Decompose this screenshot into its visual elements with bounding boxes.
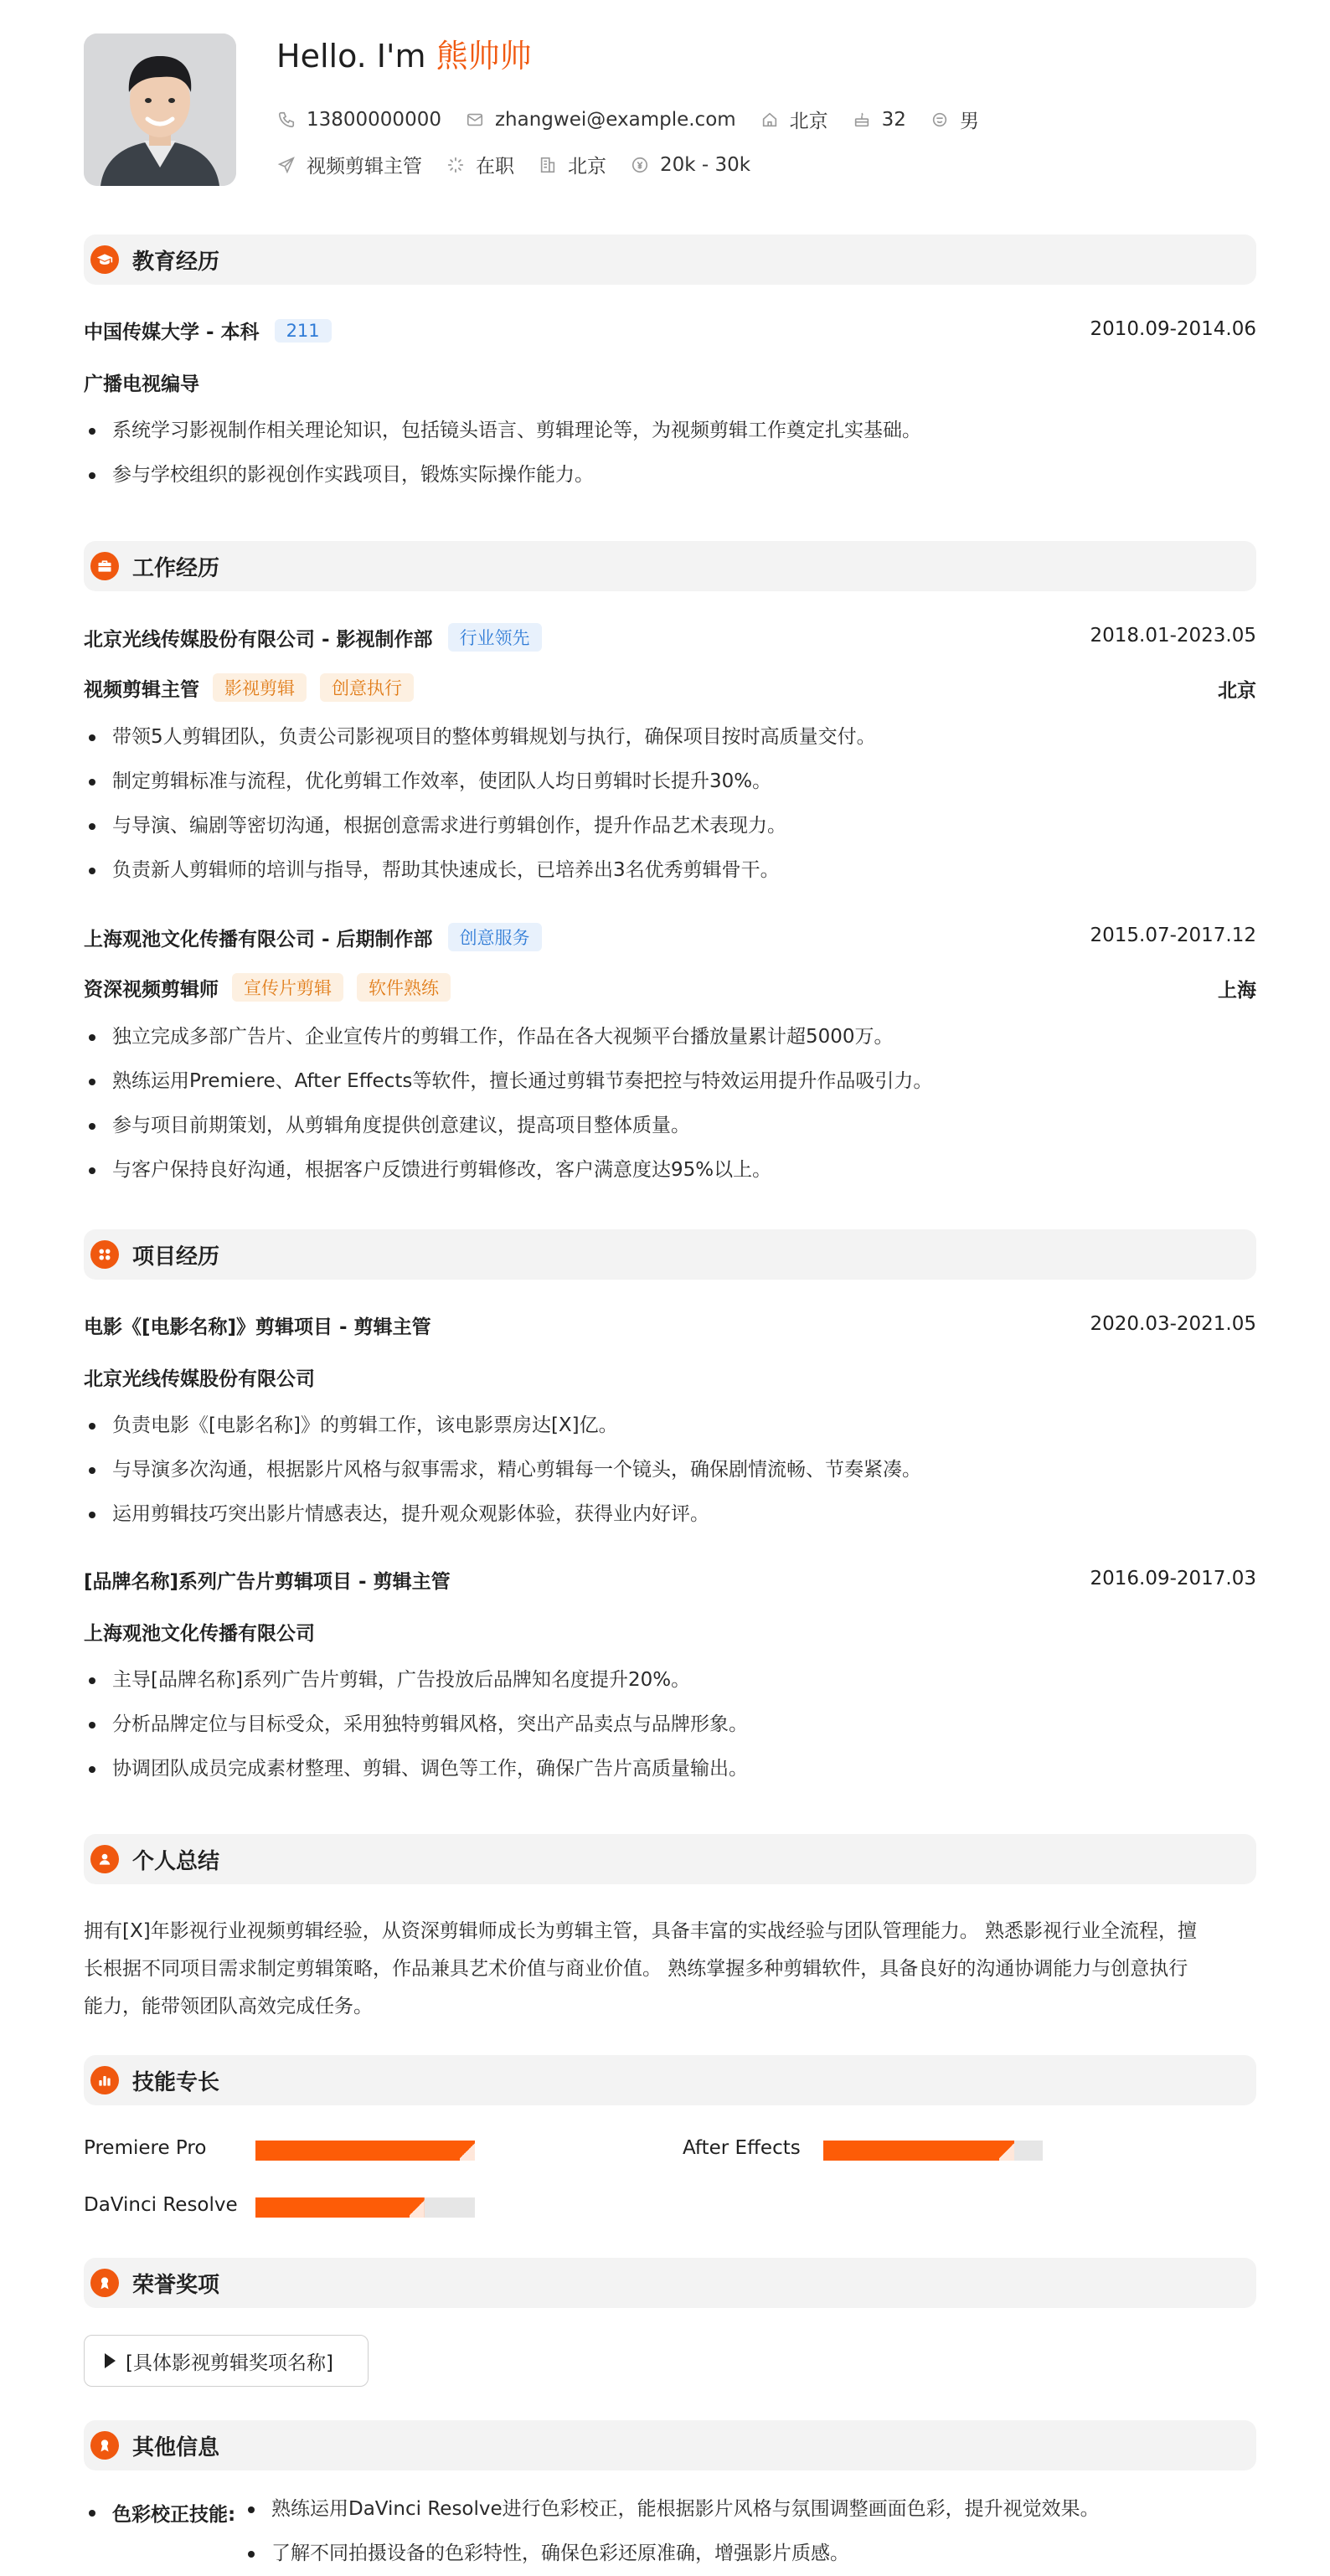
summary-text	[84, 1913, 1256, 2026]
section-other	[84, 2420, 1256, 2470]
skill-fill	[255, 2197, 425, 2218]
gender-item	[930, 106, 979, 133]
job-date: 2015.07-2017.12	[1090, 925, 1256, 946]
other-key: 色彩校正技能:	[84, 2499, 235, 2527]
list-item: 负责电影《[电影名称]》的剪辑工作，该电影票房达[X]亿。	[84, 1404, 1256, 1448]
skill-fill	[823, 2141, 1014, 2161]
salary-item	[630, 154, 750, 176]
job-location: 上海	[1218, 980, 1256, 1002]
skill-name: Premiere Pro	[84, 2137, 207, 2159]
award-icon	[90, 2431, 119, 2460]
role-text: 资深视频剪辑师	[84, 978, 219, 1001]
list-item: 熟练运用DaVinci Resolve进行色彩校正，能根据影片风格与氛围调整画面色彩，提升视觉效果。	[243, 2487, 1100, 2532]
section-title: 其他信息	[132, 2434, 220, 2460]
project-bullets	[84, 1404, 1256, 1537]
section-title: 技能专长	[132, 2069, 220, 2095]
award-icon	[90, 2269, 119, 2297]
cake-icon	[852, 110, 872, 130]
list-item: 参与学校组织的影视创作实践项目，锻炼实际操作能力。	[84, 453, 1256, 497]
email-text: zhangwei@example.com	[494, 108, 736, 131]
skill-bar	[255, 2141, 475, 2161]
phone-icon	[276, 110, 296, 130]
role-tag: 创意执行	[320, 673, 414, 702]
person-icon	[930, 110, 950, 130]
school-tag: 211	[275, 319, 332, 343]
summary-line: 能力，能带领团队高效完成任务。	[84, 1996, 373, 2017]
list-item: 参与项目前期策划，从剪辑角度提供创意建议，提高项目整体质量。	[84, 1104, 1256, 1148]
briefcase-icon	[90, 552, 119, 580]
project-org: 上海观池文化传播有限公司	[84, 1623, 315, 1645]
list-item: 协调团队成员完成素材整理、剪辑、调色等工作，确保广告片高质量输出。	[84, 1747, 1256, 1791]
section-education	[84, 234, 1256, 285]
list-item: 了解不同拍摄设备的色彩特性，确保色彩还原准确，增强影片质感。	[243, 2532, 1100, 2576]
section-work	[84, 541, 1256, 591]
position-item	[276, 151, 422, 178]
section-awards	[84, 2258, 1256, 2308]
skill-name: After Effects	[683, 2137, 801, 2159]
major-name: 广播电视编导	[84, 374, 199, 395]
project-name: 电影《[电影名称]》剪辑项目 - 剪辑主管	[84, 1316, 431, 1338]
summary-line: 长根据不同项目需求制定剪辑策略，作品兼具艺术价值与商业价值。 熟练掌握多种剪辑软件，具备良好的沟通协调能力与创意执行	[84, 1958, 1188, 1980]
project-name: [品牌名称]系列广告片剪辑项目 - 剪辑主管	[84, 1571, 451, 1593]
greeting-text: Hello. I'm	[276, 38, 436, 75]
project-date: 2020.03-2021.05	[1090, 1313, 1256, 1335]
mail-icon	[465, 110, 485, 130]
graduation-cap-icon	[90, 245, 119, 274]
job-role	[84, 973, 451, 1002]
email-item	[465, 109, 736, 131]
list-item: 运用剪辑技巧突出影片情感表达，提升观众观影体验，获得业内好评。	[84, 1492, 1256, 1537]
target-city-text: 北京	[568, 156, 606, 178]
section-title: 项目经历	[132, 1244, 220, 1270]
position-text: 视频剪辑主管	[307, 156, 422, 178]
grid-icon	[90, 1240, 119, 1269]
other-bullets	[243, 2487, 1100, 2576]
bar-chart-icon	[90, 2066, 119, 2094]
company-name	[84, 923, 542, 951]
city-text: 北京	[789, 111, 828, 132]
age-item	[852, 109, 906, 131]
company-text: 上海观池文化传播有限公司 - 后期制作部	[84, 928, 433, 951]
list-item: 与客户保持良好沟通，根据客户反馈进行剪辑修改，客户满意度达95%以上。	[84, 1148, 1256, 1193]
section-projects	[84, 1229, 1256, 1280]
user-icon	[90, 1845, 119, 1873]
phone-text: 13800000000	[307, 108, 441, 131]
phone-item	[276, 109, 441, 131]
section-title: 荣誉奖项	[132, 2272, 220, 2298]
play-arrow-icon	[105, 2353, 116, 2368]
list-item: 主导[品牌名称]系列广告片剪辑，广告投放后品牌知名度提升20%。	[84, 1658, 1256, 1703]
list-item: 熟练运用Premiere、After Effects等软件，擅长通过剪辑节奏把控与特效运用提升作品吸引力。	[84, 1059, 1256, 1104]
job-role	[84, 673, 414, 702]
education-bullets	[84, 409, 1256, 497]
company-tag: 行业领先	[448, 623, 542, 652]
job-location: 北京	[1218, 680, 1256, 702]
skill-bar	[255, 2197, 475, 2218]
home-icon	[760, 110, 780, 130]
job-date: 2018.01-2023.05	[1090, 625, 1256, 647]
status-item	[446, 151, 514, 178]
summary-line: 拥有[X]年影视行业视频剪辑经验，从资深剪辑师成长为剪辑主管，具备丰富的实战经验与团队管理能力。 熟悉影视行业全流程，擅	[84, 1920, 1198, 1942]
section-title: 个人总结	[132, 1848, 220, 1874]
list-item: 制定剪辑标准与流程，优化剪辑工作效率，使团队人均日剪辑时长提升30%。	[84, 760, 1256, 804]
section-title: 教育经历	[132, 249, 220, 275]
list-item: 系统学习影视制作相关理论知识，包括镜头语言、剪辑理论等，为视频剪辑工作奠定扎实基础。	[84, 409, 1256, 453]
send-icon	[276, 155, 296, 175]
list-item: 与导演多次沟通，根据影片风格与叙事需求，精心剪辑每一个镜头，确保剧情流畅、节奏紧凑。	[84, 1448, 1256, 1492]
section-title: 工作经历	[132, 555, 220, 581]
building-icon	[538, 155, 558, 175]
list-item: 负责新人剪辑师的培训与指导，帮助其快速成长，已培养出3名优秀剪辑骨干。	[84, 848, 1256, 893]
money-icon	[630, 155, 650, 175]
school-name	[84, 317, 332, 344]
role-tag: 软件熟练	[357, 973, 451, 1002]
project-date: 2016.09-2017.03	[1090, 1568, 1256, 1589]
candidate-name: 熊帅帅	[436, 38, 532, 75]
section-summary	[84, 1834, 1256, 1884]
greeting-heading	[276, 30, 532, 76]
gender-text: 男	[959, 111, 979, 132]
job-bullets	[84, 1015, 1256, 1193]
skill-fill	[255, 2141, 475, 2161]
list-item: 带领5人剪辑团队，负责公司影视项目的整体剪辑规划与执行，确保项目按时高质量交付。	[84, 715, 1256, 760]
project-org: 北京光线传媒股份有限公司	[84, 1368, 315, 1390]
job-bullets	[84, 715, 1256, 893]
target-city-item	[538, 151, 606, 178]
list-item: 独立完成多部广告片、企业宣传片的剪辑工作，作品在各大视频平台播放量累计超5000万。	[84, 1015, 1256, 1059]
company-tag: 创意服务	[448, 923, 542, 951]
contact-row	[276, 106, 1003, 133]
award-text: [具体影视剪辑奖项名称]	[126, 2352, 333, 2374]
avatar	[84, 33, 236, 186]
salary-text: 20k - 30k	[660, 153, 751, 176]
age-text: 32	[881, 108, 906, 131]
company-text: 北京光线传媒股份有限公司 - 影视制作部	[84, 628, 433, 651]
role-tag: 影视剪辑	[213, 673, 307, 702]
skill-name: DaVinci Resolve	[84, 2194, 238, 2216]
job-intent-row	[276, 151, 774, 178]
city-item	[760, 106, 828, 133]
section-skills	[84, 2055, 1256, 2105]
company-name	[84, 623, 542, 652]
school-text: 中国传媒大学 - 本科	[84, 322, 260, 343]
skill-bar	[823, 2141, 1043, 2161]
education-date: 2010.09-2014.06	[1090, 318, 1256, 340]
role-tag: 宣传片剪辑	[232, 973, 343, 1002]
list-item: 与导演、编剧等密切沟通，根据创意需求进行剪辑创作，提升作品艺术表现力。	[84, 804, 1256, 848]
status-text: 在职	[476, 156, 514, 178]
project-bullets	[84, 1658, 1256, 1791]
award-item-button[interactable]	[84, 2335, 369, 2387]
role-text: 视频剪辑主管	[84, 678, 199, 701]
list-item: 分析品牌定位与目标受众，采用独特剪辑风格，突出产品卖点与品牌形象。	[84, 1703, 1256, 1747]
loading-icon	[446, 155, 466, 175]
